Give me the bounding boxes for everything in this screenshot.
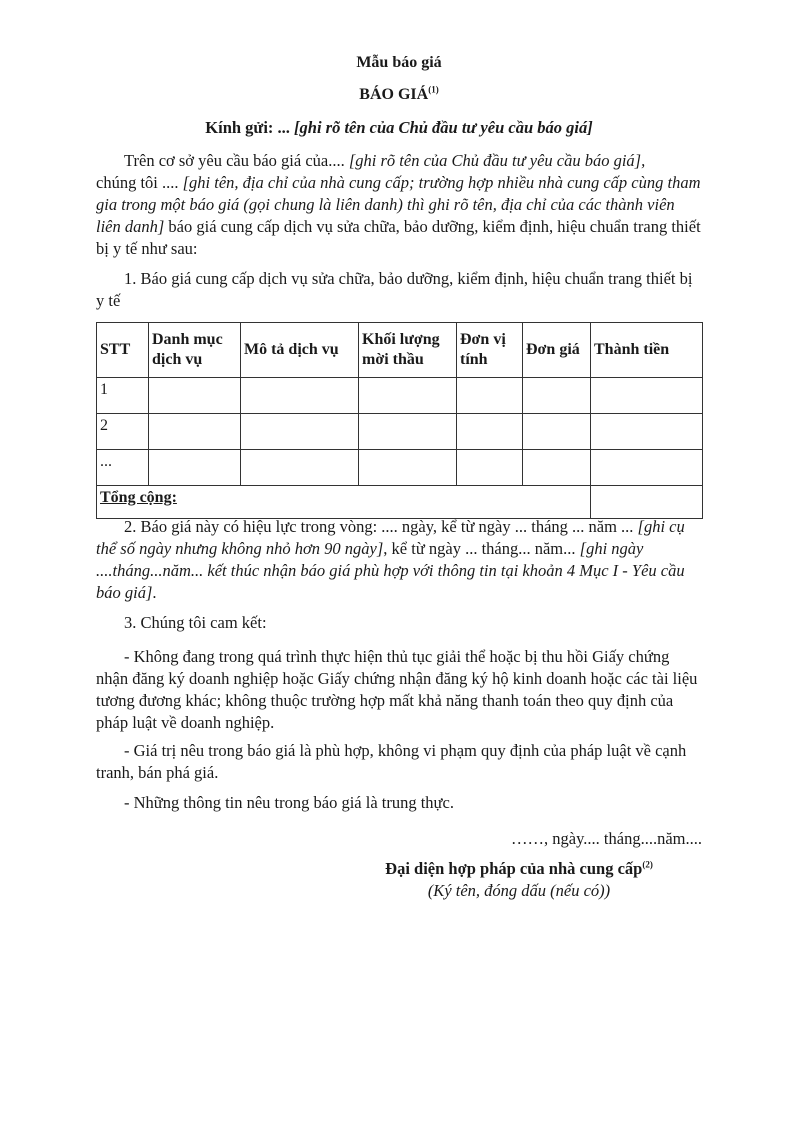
signature-title-text: Đại diện hợp pháp của nhà cung cấp [385, 859, 643, 878]
table-cell [457, 414, 523, 450]
table-cell [241, 414, 359, 450]
validity-note-b: [ghi ngày ....tháng...năm... kết thúc nhận báo giá phù hợp với thông tin tại khoản 4 Mục I - Yêu cầu báo giá] [96, 539, 685, 602]
intro-text-2: chúng tôi .... [96, 173, 179, 192]
signature-title [336, 858, 702, 880]
header-unit: Đơn vị tính [457, 323, 523, 378]
quote-table [96, 322, 703, 519]
intro-text-1: Trên cơ sở yêu cầu báo giá của.... [124, 151, 345, 170]
row-number: 1 [97, 378, 149, 414]
table-row [97, 414, 703, 450]
intro-note-2: [ghi tên, địa chỉ của nhà cung cấp; trường hợp nhiều nhà cung cấp cùng tham gia trong một báo giá (gọi chung là liên danh) thì ghi rõ tên, địa chỉ của các thành viên liên danh] [96, 173, 701, 236]
table-row [97, 378, 703, 414]
table-cell [241, 450, 359, 486]
commitment-1: - Không đang trong quá trình thực hiện thủ tục giải thể hoặc bị thu hồi Giấy chứng nhận đăng ký doanh nghiệp hoặc Giấy chứng nhận đăng ký hộ kinh doanh hoặc các tài liệu tương đương khác; không thuộc trường hợp mất khả năng thanh toán theo quy định của pháp luật về doanh nghiệp. [96, 647, 698, 732]
header-amount: Thành tiền [591, 323, 703, 378]
validity-text-b: , kể từ ngày ... tháng... năm... [383, 539, 576, 558]
section-2-paragraph [96, 516, 702, 604]
salutation [96, 117, 702, 139]
table-row [97, 450, 703, 486]
table-cell [457, 450, 523, 486]
intro-paragraph [96, 150, 702, 260]
table-cell [359, 378, 457, 414]
header-unit-price: Đơn giá [523, 323, 591, 378]
signature-footnote-ref: (2) [642, 859, 653, 870]
header-service-list: Danh mục dịch vụ [149, 323, 241, 378]
validity-note-a: [ghi cụ thể số ngày nhưng không nhỏ hơn 90 ngày] [96, 517, 685, 558]
header-stt: STT [97, 323, 149, 378]
header-service-description: Mô tả dịch vụ [241, 323, 359, 378]
table-cell [591, 450, 703, 486]
document-title [96, 84, 702, 106]
commitment-2: - Giá trị nêu trong báo giá là phù hợp, không vi phạm quy định của pháp luật về cạnh tranh, bán phá giá. [96, 741, 687, 782]
table-cell [523, 450, 591, 486]
salutation-note: [ghi rõ tên của Chủ đầu tư yêu cầu báo giá] [294, 118, 593, 137]
signature-note: (Ký tên, đóng dấu (nếu có)) [427, 881, 611, 900]
intro-note-1: [ghi rõ tên của Chủ đầu tư yêu cầu báo giá], [348, 151, 646, 170]
validity-text-a: 2. Báo giá này có hiệu lực trong vòng: .... ngày, kể từ ngày ... tháng ... năm ... [124, 517, 634, 536]
table-cell [149, 378, 241, 414]
table-cell [359, 450, 457, 486]
total-label: Tổng cộng: [97, 486, 591, 519]
table-cell [523, 378, 591, 414]
validity-text-c: . [152, 583, 157, 602]
title-footnote-ref: (1) [428, 84, 439, 95]
table-cell [241, 378, 359, 414]
table-total-row [97, 486, 703, 519]
title-text: BÁO GIÁ [359, 86, 429, 103]
signature-date-line: ……, ngày.... tháng....năm.... [511, 829, 702, 848]
header-quantity: Khối lượng mời thầu [359, 323, 457, 378]
intro-text-3: báo giá cung cấp dịch vụ sửa chữa, bảo dưỡng, kiểm định, hiệu chuẩn trang thiết bị y tế như sau: [96, 217, 701, 258]
table-cell [457, 378, 523, 414]
section-3-heading: 3. Chúng tôi cam kết: [124, 613, 267, 632]
row-number: 2 [97, 414, 149, 450]
form-label: Mẫu báo giá [356, 54, 442, 71]
table-header-row [97, 323, 703, 378]
section-1-heading: 1. Báo giá cung cấp dịch vụ sửa chữa, bảo dưỡng, kiểm định, hiệu chuẩn trang thiết bị y tế [96, 269, 693, 310]
total-value-cell [591, 486, 703, 519]
table-cell [523, 414, 591, 450]
row-number: ... [97, 450, 149, 486]
table-cell [359, 414, 457, 450]
commitment-3: - Những thông tin nêu trong báo giá là trung thực. [124, 793, 454, 812]
table-cell [149, 414, 241, 450]
table-cell [591, 414, 703, 450]
table-cell [591, 378, 703, 414]
salutation-prefix: Kính gửi: ... [205, 118, 290, 137]
table-cell [149, 450, 241, 486]
